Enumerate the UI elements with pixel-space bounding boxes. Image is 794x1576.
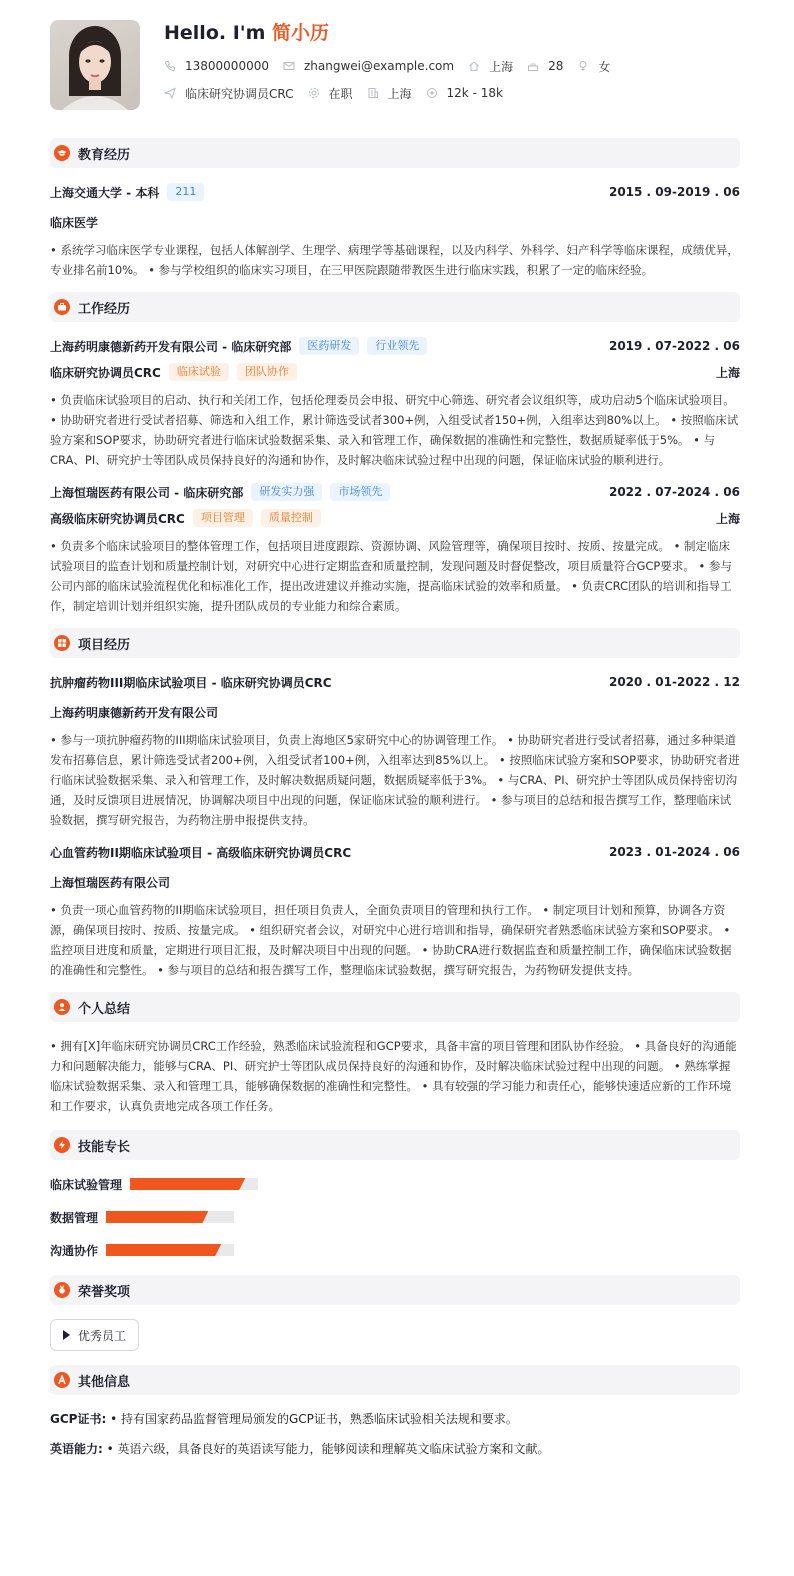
other-item (50, 1439, 740, 1459)
work-section-head (50, 292, 740, 322)
medal-icon (54, 1282, 70, 1298)
section-title: 荣誉奖项 (78, 1284, 131, 1300)
skills-list (50, 1174, 740, 1273)
lightning-icon (54, 1137, 70, 1153)
work-city: 上海 (387, 86, 412, 101)
company-tag: 医药研发 (299, 337, 359, 355)
company-tag: 研发实力强 (251, 483, 322, 501)
project-org: 上海药明康德新药开发有限公司 (50, 705, 219, 720)
project-entry (50, 842, 740, 980)
project-title: 心血管药物II期临床试验项目 - 高级临床研究协调员CRC (50, 845, 352, 860)
skill-item (50, 1174, 402, 1194)
work-desc: • 负责多个临床试验项目的整体管理工作，包括项目进度跟踪、资源协调、风险管理等，确保项目按时、按质、按量完成。 • 制定临床试验项目的监查计划和质量控制计划，对研究中心进行定期监查和质量控制，发现问题及时督促整改，项目质量符合GCP要求。 • 参与公司内部的临床试验流程优化和标准化工作，提出改进建议并推动实施，提高临床试验的效率和质量。 • 负责CRC团队的培训和指导工作，制定培训计划并组织实施，提升团队成员的专业能力和综合素质。 (50, 539, 732, 613)
contact-row (164, 58, 624, 74)
skill-bar (106, 1244, 234, 1256)
work-city: 上海 (715, 511, 740, 526)
honors-list (50, 1319, 740, 1351)
home-icon (468, 60, 480, 72)
email: zhangwei@example.com (303, 59, 455, 73)
work-desc: • 负责临床试验项目的启动、执行和关闭工作，包括伦理委员会申报、研究中心筛选、研究者会议组织等，成功启动5个临床试验项目。 • 协助研究者进行受试者招募、筛选和入组工作，累计筛选受试者300+例，入组受试者150+例，入组率达到80%以上。 • 按照临床试验方案和SOP要求，协助研究者进行临床试验数据采集、录入和管理工作，确保数据的准确性和完整性，数据质疑率低于5%。 • 与CRA、PI、研究护士等团队成员保持良好的沟通和协作，及时解决临床试验过程中出现的问题，保证临床试验的顺利进行。 (50, 393, 739, 467)
header-info (164, 20, 624, 138)
position: 临床研究协调员CRC (185, 86, 294, 101)
other-text: • 英语六级，具备良好的英语读写能力，能够阅读和理解英文临床试验方案和文献。 (102, 1442, 550, 1456)
company: 上海药明康德新药开发有限公司 - 临床研究部 (50, 339, 292, 354)
skill-item (50, 1207, 402, 1227)
award-label: 优秀员工 (78, 1328, 127, 1343)
section-title: 其他信息 (78, 1374, 131, 1390)
work-date: 2019 . 07-2022 . 06 (608, 339, 740, 353)
role-tag: 临床试验 (169, 363, 229, 381)
age: 28 (548, 59, 564, 73)
honors-section-head (50, 1275, 740, 1305)
city-item (468, 58, 513, 75)
skill-bar (106, 1211, 234, 1223)
section-title: 工作经历 (78, 301, 131, 317)
graduation-cap-icon (54, 145, 70, 161)
skill-bar (130, 1178, 258, 1190)
status-item (308, 85, 353, 102)
projects-section-head (50, 628, 740, 658)
coin-icon (426, 87, 438, 99)
education-desc: • 系统学习临床医学专业课程，包括人体解剖学、生理学、病理学等基础课程，以及内科学、外科学、妇产科学等临床课程，成绩优异，专业排名前10%。 • 参与学校组织的临床实习项目，在三甲医院跟随带教医生进行临床实践，积累了一定的临床经验。 (50, 243, 739, 277)
work-date: 2022 . 07-2024 . 06 (608, 485, 740, 499)
award-badge (50, 1319, 139, 1351)
user-icon (54, 999, 70, 1015)
send-icon (164, 87, 176, 99)
gender-item (577, 58, 610, 75)
education-date: 2015 . 09-2019 . 06 (608, 185, 740, 199)
cake-icon (527, 60, 539, 72)
skill-bar-fill (106, 1244, 221, 1256)
company: 上海恒瑞医药有限公司 - 临床研究部 (50, 485, 244, 500)
skill-label: 沟通协作 (50, 1243, 99, 1258)
gear-icon (308, 87, 320, 99)
phone-icon (164, 60, 176, 72)
greeting: Hello. I'm (164, 22, 272, 44)
mail-icon (283, 60, 295, 72)
project-desc: • 负责一项心血管药物的II期临床试验项目，担任项目负责人，全面负责项目的管理和执行工作。 • 制定项目计划和预算，协调各方资源，确保项目按时、按质、按量完成。 • 组织研究者会议，对研究中心进行培训和指导，确保研究者熟悉临床试验方案和SOP要求。 • 监控项目进度和质量，定期进行项目汇报，及时解决项目中出现的问题。 • 协助CRA进行数据监查和质量控制工作，确保临床试验数据的准确性和完整性。 • 参与项目的总结和报告撰写工作，整理临床试验数据，撰写研究报告，为药物研发提供支持。 (50, 903, 732, 977)
company-tag: 行业领先 (367, 337, 427, 355)
role-tag: 团队协作 (237, 363, 297, 381)
salary-item (426, 86, 503, 100)
education-section-head (50, 138, 740, 168)
section-title: 教育经历 (78, 147, 131, 163)
project-date: 2023 . 01-2024 . 06 (608, 845, 740, 859)
skill-bar-fill (130, 1178, 245, 1190)
status: 在职 (328, 86, 353, 101)
summary-section-head (50, 992, 740, 1022)
skill-bar-fill (106, 1211, 208, 1223)
skills-section-head (50, 1130, 740, 1160)
gender: 女 (598, 59, 611, 74)
work-entry (50, 336, 740, 470)
phone-item (164, 59, 269, 73)
other-section-head (50, 1365, 740, 1395)
project-org: 上海恒瑞医药有限公司 (50, 875, 171, 890)
summary-text: • 拥有[X]年临床研究协调员CRC工作经验，熟悉临床试验流程和GCP要求，具备丰富的项目管理和团队协作经验。 • 具备良好的沟通能力和问题解决能力，能够与CRA、PI、研究护士等团队成员保持良好的沟通和协作，及时解决临床试验过程中出现的问题。 • 熟练掌握临床试验数据采集、录入和管理工具，能够确保数据的准确性和完整性。 • 具有较强的学习能力和责任心，能够快速适应新的工作环境和工作要求，认真负责地完成各项工作任务。 (50, 1039, 737, 1113)
age-item (527, 59, 563, 73)
phone: 13800000000 (185, 59, 269, 73)
section-title: 技能专长 (78, 1139, 131, 1155)
greeting-line (164, 20, 624, 46)
other-label: 英语能力: (50, 1442, 103, 1456)
project-date: 2020 . 01-2022 . 12 (608, 675, 740, 689)
building-icon (367, 87, 379, 99)
education-entry (50, 182, 740, 280)
gender-icon (577, 60, 589, 72)
position-item (164, 85, 294, 102)
other-text: • 持有国家药品监督管理局颁发的GCP证书，熟悉临床试验相关法规和要求。 (106, 1412, 518, 1426)
project-desc: • 参与一项抗肿瘤药物的III期临床试验项目，负责上海地区5家研究中心的协调管理工作。 • 协助研究者进行受试者招募，通过多种渠道发布招募信息，累计筛选受试者200+例，入组受试者100+例，入组率达到85%以上。 • 按照临床试验方案和SOP要求，协助研究者进行临床试验数据采集、录入和管理工作，及时解决数据质疑问题，数据质疑率低于3%。 • 与CRA、PI、研究护士等团队成员保持密切沟通，及时反馈项目进展情况，协调解决项目中出现的问题，保证临床试验的顺利进行。 • 参与项目的总结和报告撰写工作，整理临床试验数据，撰写研究报告，为药物注册申报提供支持。 (50, 733, 740, 827)
job-intent-row (164, 85, 624, 101)
role-tag: 质量控制 (261, 509, 321, 527)
email-item (283, 59, 454, 73)
work-city-item (367, 85, 412, 102)
briefcase-icon (54, 299, 70, 315)
section-title: 项目经历 (78, 637, 131, 653)
role-tag: 项目管理 (193, 509, 253, 527)
project-title: 抗肿瘤药物III期临床试验项目 - 临床研究协调员CRC (50, 675, 332, 690)
grid-icon (54, 635, 70, 651)
work-city: 上海 (715, 365, 740, 380)
other-label: GCP证书: (50, 1412, 107, 1426)
company-tag: 市场领先 (330, 483, 390, 501)
letter-a-icon (54, 1372, 70, 1388)
school: 上海交通大学 - 本科 (50, 185, 160, 200)
school-tag: 211 (167, 183, 204, 201)
skill-label: 临床试验管理 (50, 1177, 123, 1192)
skill-item (50, 1240, 402, 1260)
work-entry (50, 482, 740, 616)
project-entry (50, 672, 740, 830)
section-title: 个人总结 (78, 1001, 131, 1017)
major: 临床医学 (50, 215, 99, 230)
role: 临床研究协调员CRC (50, 365, 161, 380)
resume-header (50, 20, 740, 138)
city: 上海 (489, 59, 514, 74)
candidate-name: 简小历 (272, 22, 330, 44)
avatar (50, 20, 140, 110)
skill-label: 数据管理 (50, 1210, 99, 1225)
salary: 12k - 18k (446, 86, 503, 100)
role: 高级临床研究协调员CRC (50, 511, 185, 526)
other-item (50, 1409, 740, 1429)
play-icon (63, 1330, 70, 1340)
